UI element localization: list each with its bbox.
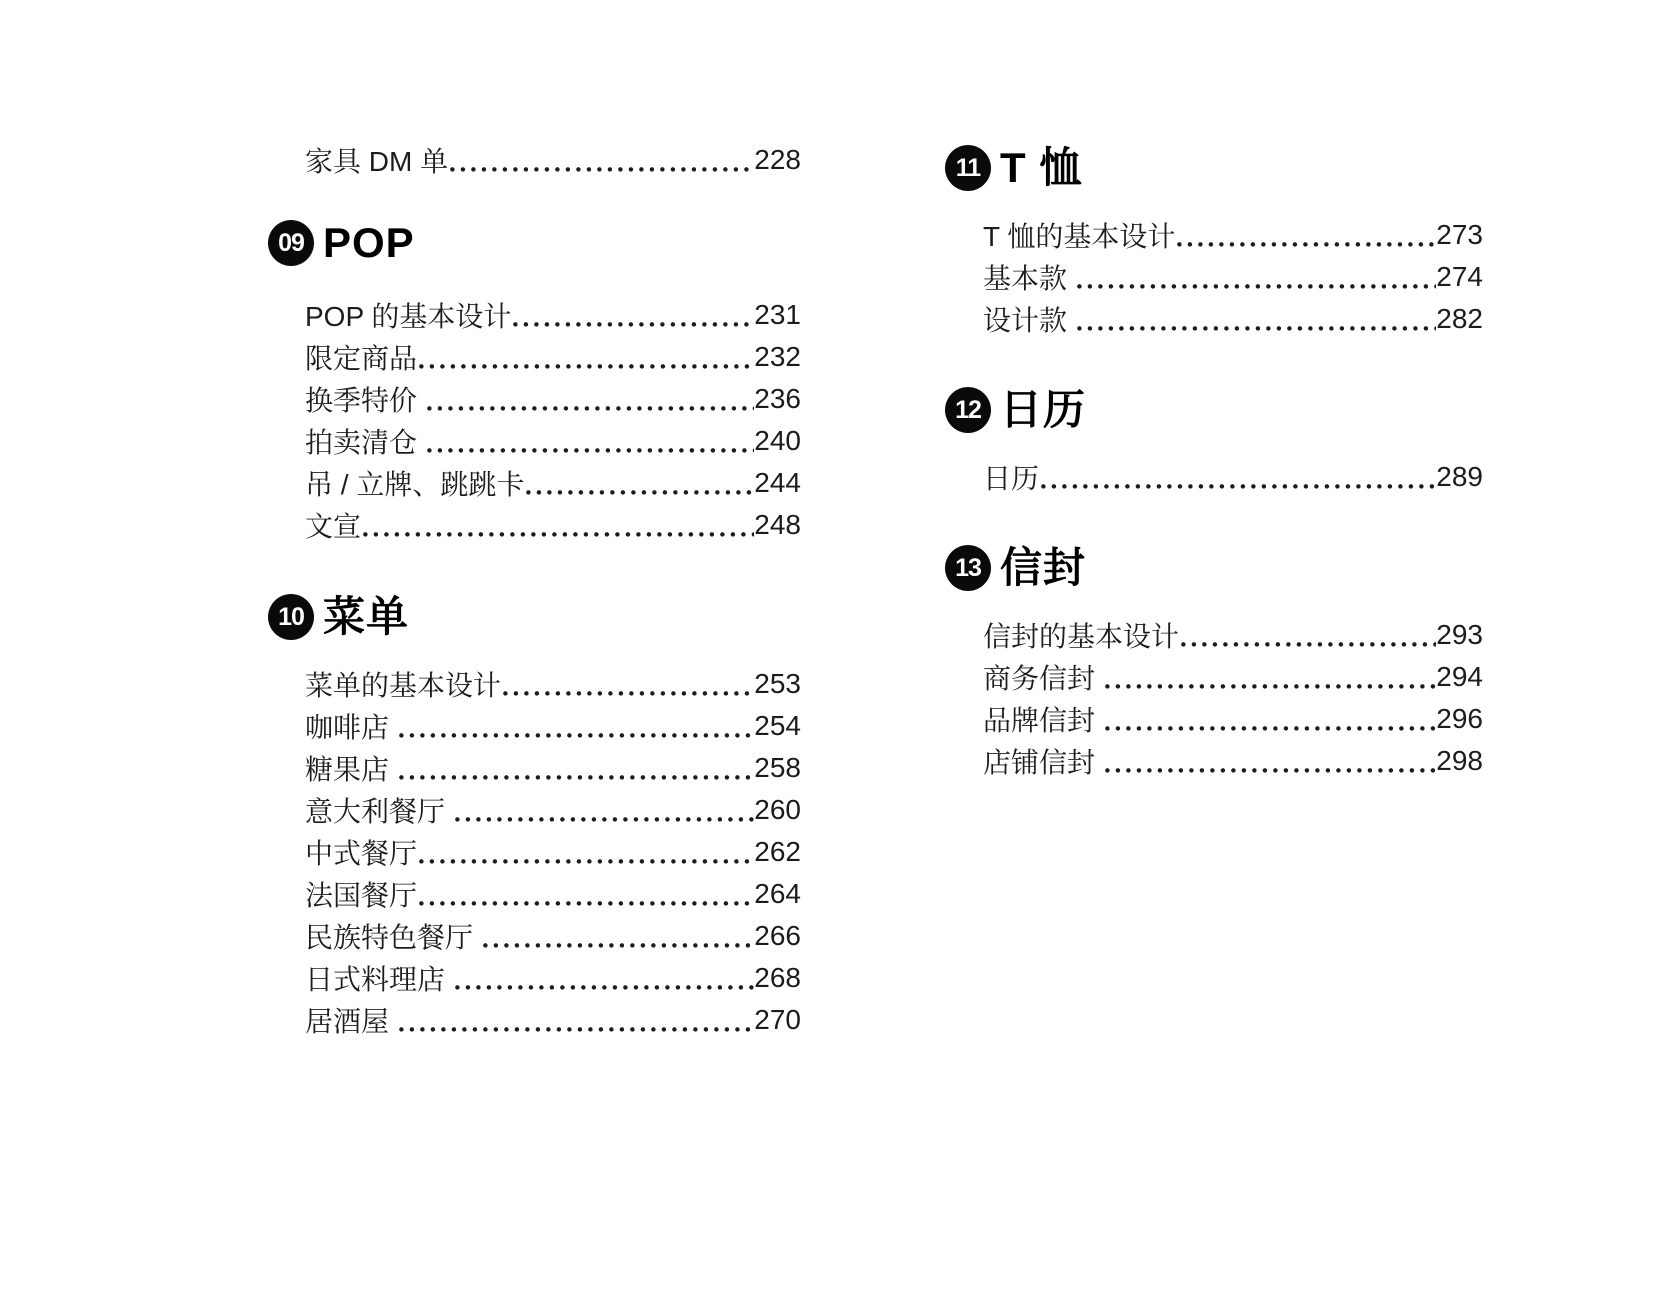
toc-entry-page: 260 (754, 794, 801, 825)
toc-entry-title: 日历 (983, 463, 1040, 494)
toc-entry-title: 菜单的基本设计 (305, 670, 502, 701)
toc-entry-page: 253 (754, 668, 801, 699)
section-entries-tshirt (983, 214, 1483, 340)
toc-entry-page: 282 (1436, 303, 1483, 334)
dot-leader (427, 406, 755, 411)
section-entries-envelope (983, 614, 1483, 782)
section-title: 菜单 (323, 593, 410, 640)
toc-entry-page: 236 (754, 383, 801, 414)
dot-leader (450, 167, 754, 172)
toc-entry-page: 294 (1436, 661, 1483, 692)
toc-entry-title: 基本款 (983, 263, 1075, 294)
dot-leader (1105, 726, 1437, 731)
toc-entry-page: 289 (1436, 461, 1483, 492)
toc-entry-page: 266 (754, 920, 801, 951)
dot-leader (455, 817, 755, 822)
dot-leader (1077, 284, 1437, 289)
toc-entry (983, 256, 1483, 298)
toc-entry (305, 420, 801, 462)
dot-leader (1177, 242, 1436, 247)
toc-entry-page: 298 (1436, 745, 1483, 776)
toc-entry (305, 999, 801, 1041)
dot-leader (419, 901, 754, 906)
toc-entry (305, 294, 801, 336)
toc-entry-page: 264 (754, 878, 801, 909)
section-number: 13 (955, 553, 981, 582)
section-title: 信封 (1000, 544, 1087, 591)
toc-entry (983, 698, 1483, 740)
section-number-badge (268, 594, 314, 640)
toc-entry-title: 拍卖清仓 (305, 427, 425, 458)
toc-entry (983, 456, 1483, 498)
toc-entry-title: 吊 / 立牌、跳跳卡 (305, 469, 525, 500)
dot-leader (513, 322, 754, 327)
toc-entry-title: 店铺信封 (983, 747, 1103, 778)
toc-entry-page: 262 (754, 836, 801, 867)
toc-entry (305, 831, 801, 873)
toc-entry-title: 换季特价 (305, 385, 425, 416)
section-number-badge (945, 387, 991, 433)
toc-entry-page: 296 (1436, 703, 1483, 734)
section-title: POP (323, 219, 415, 266)
dot-leader (1041, 484, 1436, 489)
toc-entry (305, 139, 801, 181)
toc-entry-page: 270 (754, 1004, 801, 1035)
toc-entry (305, 705, 801, 747)
section-entries-menu (305, 663, 801, 1041)
toc-entry-title: 家具 DM 单 (305, 146, 449, 177)
toc-entry-title: T 恤的基本设计 (983, 221, 1176, 252)
section-entries-pop (305, 294, 801, 546)
section-header-tshirt (945, 144, 1082, 192)
dot-leader (1181, 642, 1436, 647)
toc-entry (305, 336, 801, 378)
toc-entry (983, 614, 1483, 656)
toc-entry (305, 789, 801, 831)
toc-entry (305, 504, 801, 546)
toc-entry-title: 日式料理店 (305, 964, 453, 995)
toc-entry-title: 设计款 (983, 305, 1075, 336)
dot-leader (427, 448, 755, 453)
toc-entry-title: POP 的基本设计 (305, 301, 512, 332)
toc-entry-page: 248 (754, 509, 801, 540)
toc-entry (983, 740, 1483, 782)
toc-entry-title: 意大利餐厅 (305, 796, 453, 827)
toc-entry-title: 民族特色餐厅 (305, 922, 481, 953)
toc-entry-page: 232 (754, 341, 801, 372)
dot-leader (399, 775, 755, 780)
dot-leader (1105, 684, 1437, 689)
toc-entry-page: 293 (1436, 619, 1483, 650)
section-number: 09 (278, 228, 304, 257)
toc-entry (305, 378, 801, 420)
toc-entry (305, 873, 801, 915)
toc-entry-title: 文宣 (305, 511, 362, 542)
section-header-menu (268, 593, 409, 641)
toc-entry (983, 298, 1483, 340)
dot-leader (399, 733, 755, 738)
dot-leader (419, 364, 754, 369)
toc-entry-page: 228 (754, 144, 801, 175)
toc-column-left (305, 139, 801, 181)
dot-leader (399, 1027, 755, 1032)
toc-entry-title: 中式餐厅 (305, 838, 418, 869)
dot-leader (363, 532, 754, 537)
dot-leader (419, 859, 754, 864)
dot-leader (1077, 326, 1437, 331)
section-header-pop (268, 219, 415, 267)
toc-entry (305, 663, 801, 705)
dot-leader (483, 943, 755, 948)
toc-entry-title: 法国餐厅 (305, 880, 418, 911)
section-number: 10 (278, 602, 304, 631)
toc-entry-page: 274 (1436, 261, 1483, 292)
dot-leader (1105, 768, 1437, 773)
toc-entry-title: 限定商品 (305, 343, 418, 374)
section-title: 日历 (1000, 386, 1087, 433)
section-number-badge (945, 145, 991, 191)
toc-entry-title: 商务信封 (983, 663, 1103, 694)
section-title: T 恤 (1000, 144, 1083, 191)
toc-entry (983, 656, 1483, 698)
toc-entry-page: 240 (754, 425, 801, 456)
toc-entry-page: 258 (754, 752, 801, 783)
section-number-badge (945, 545, 991, 591)
section-number-badge (268, 220, 314, 266)
toc-entry-title: 糖果店 (305, 754, 397, 785)
toc-entry-title: 咖啡店 (305, 712, 397, 743)
toc-entry (983, 214, 1483, 256)
toc-entry (305, 957, 801, 999)
dot-leader (455, 985, 755, 990)
toc-entry (305, 915, 801, 957)
toc-entry (305, 462, 801, 504)
dot-leader (503, 691, 754, 696)
toc-entry-title: 信封的基本设计 (983, 621, 1180, 652)
toc-entry-page: 231 (754, 299, 801, 330)
section-entries-calendar (983, 456, 1483, 498)
section-number: 12 (955, 395, 981, 424)
toc-entry-page: 268 (754, 962, 801, 993)
section-header-calendar (945, 386, 1086, 434)
section-number: 11 (955, 153, 981, 182)
toc-entry (305, 747, 801, 789)
section-header-envelope (945, 544, 1086, 592)
dot-leader (526, 490, 754, 495)
toc-entry-page: 244 (754, 467, 801, 498)
toc-entry-page: 273 (1436, 219, 1483, 250)
toc-entry-title: 居酒屋 (305, 1006, 397, 1037)
toc-entry-page: 254 (754, 710, 801, 741)
toc-entry-title: 品牌信封 (983, 705, 1103, 736)
